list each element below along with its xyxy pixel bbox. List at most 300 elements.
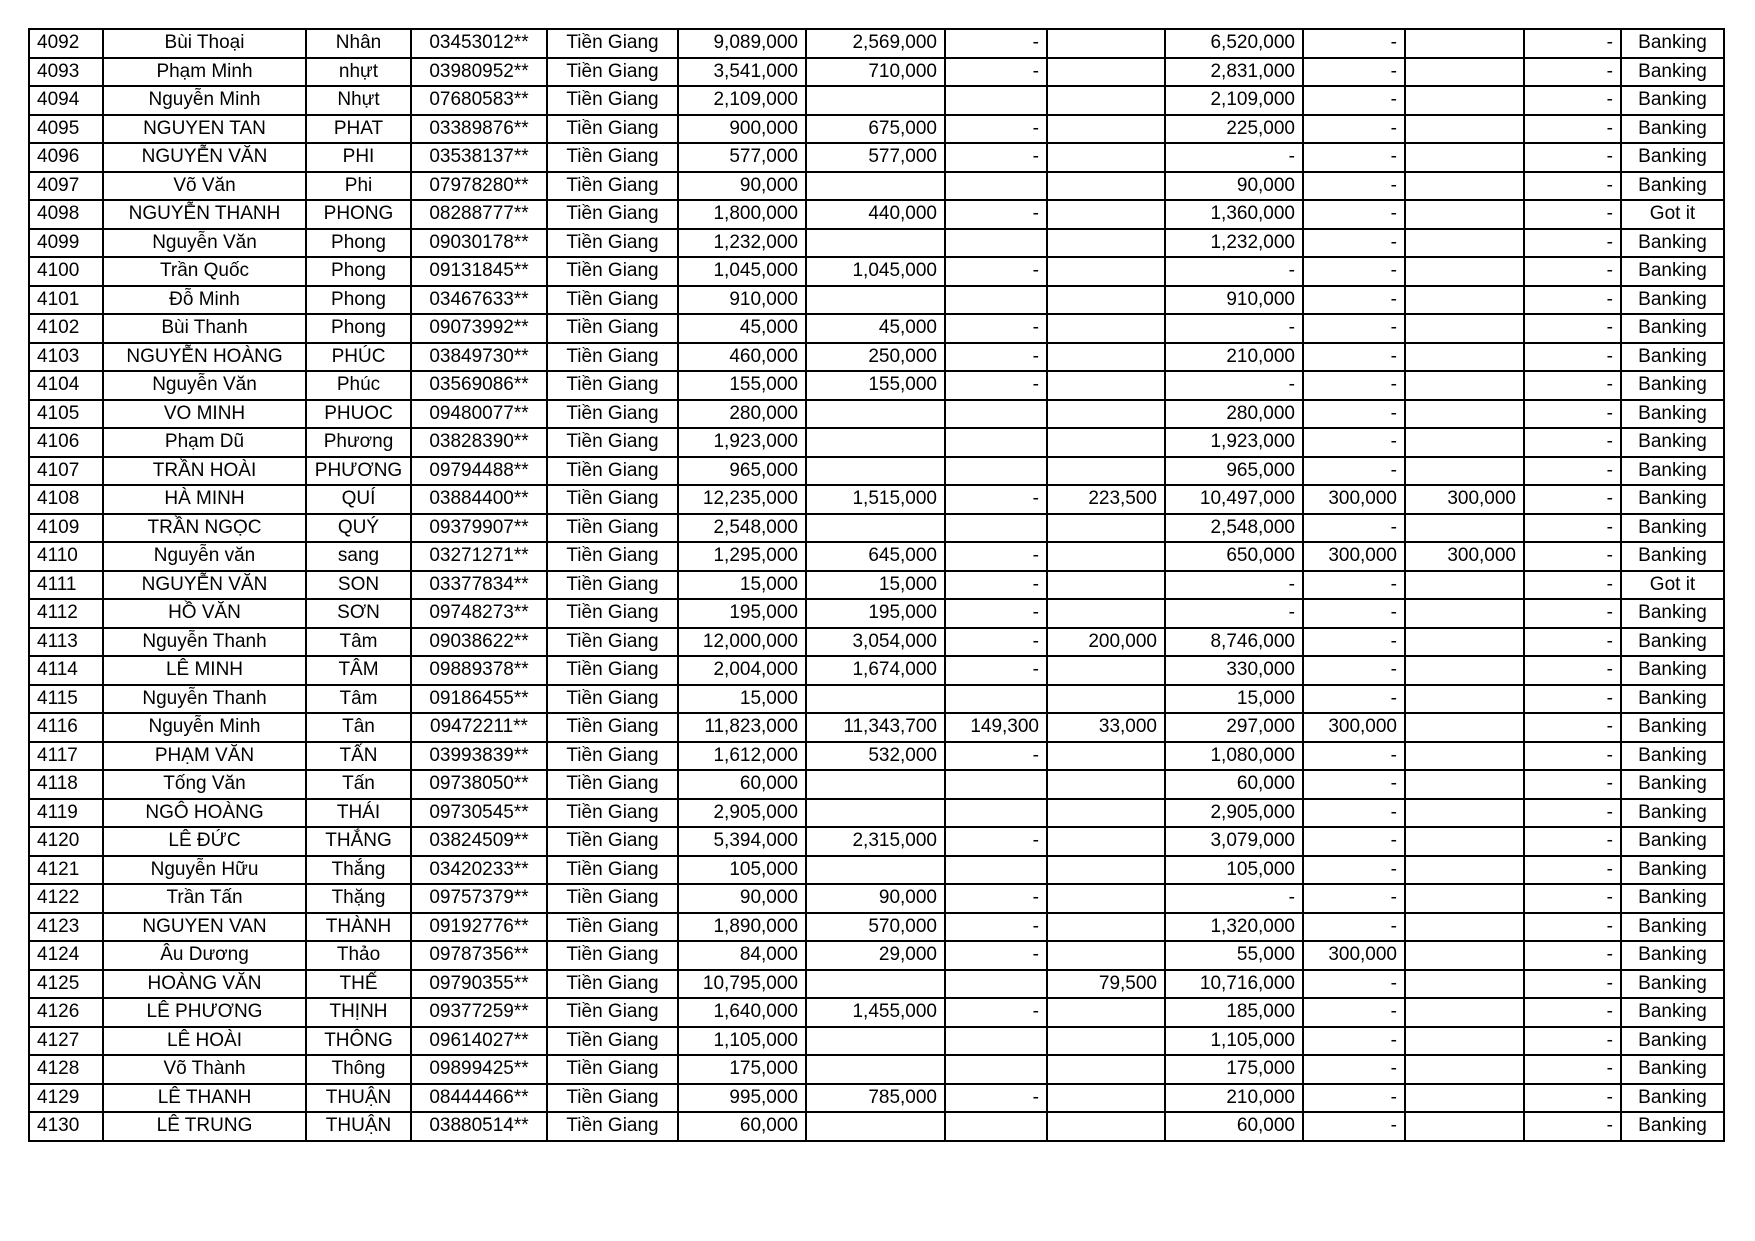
cell-payment-method: Banking: [1621, 457, 1724, 486]
cell-amount-f: [1405, 656, 1524, 685]
cell-total-amount: 2,905,000: [678, 799, 806, 828]
cell-total-amount: 15,000: [678, 571, 806, 600]
cell-total-amount: 1,045,000: [678, 257, 806, 286]
cell-amount-e: -: [1303, 200, 1405, 229]
cell-province: Tiền Giang: [547, 314, 678, 343]
cell-amount-g: -: [1524, 172, 1621, 201]
cell-phone-number: 09889378**: [411, 656, 547, 685]
cell-payment-method: Banking: [1621, 314, 1724, 343]
cell-payment-method: Banking: [1621, 257, 1724, 286]
cell-amount-e: -: [1303, 1055, 1405, 1084]
cell-given-name: QUÍ: [306, 485, 411, 514]
cell-amount-a: [806, 1055, 945, 1084]
cell-family-name: LÊ HOÀI: [103, 1027, 306, 1056]
cell-given-name: THẮNG: [306, 827, 411, 856]
cell-row-number: 4126: [29, 998, 103, 1027]
cell-amount-d: -: [1165, 257, 1303, 286]
cell-payment-method: Banking: [1621, 770, 1724, 799]
cell-amount-f: [1405, 884, 1524, 913]
cell-row-number: 4114: [29, 656, 103, 685]
cell-amount-d: 2,831,000: [1165, 58, 1303, 87]
cell-total-amount: 10,795,000: [678, 970, 806, 999]
cell-payment-method: Banking: [1621, 713, 1724, 742]
cell-amount-d: -: [1165, 599, 1303, 628]
cell-province: Tiền Giang: [547, 286, 678, 315]
cell-amount-c: [1047, 1112, 1165, 1141]
cell-province: Tiền Giang: [547, 884, 678, 913]
cell-amount-e: 300,000: [1303, 713, 1405, 742]
cell-amount-c: [1047, 86, 1165, 115]
table-row: [29, 485, 1724, 514]
cell-amount-a: 250,000: [806, 343, 945, 372]
cell-amount-e: -: [1303, 1027, 1405, 1056]
cell-amount-a: 90,000: [806, 884, 945, 913]
cell-amount-a: 1,455,000: [806, 998, 945, 1027]
cell-family-name: Nguyễn Hữu: [103, 856, 306, 885]
cell-amount-c: [1047, 115, 1165, 144]
cell-row-number: 4097: [29, 172, 103, 201]
cell-amount-d: 650,000: [1165, 542, 1303, 571]
cell-province: Tiền Giang: [547, 257, 678, 286]
cell-amount-e: -: [1303, 514, 1405, 543]
table-row: [29, 1112, 1724, 1141]
cell-payment-method: Banking: [1621, 685, 1724, 714]
cell-amount-e: -: [1303, 371, 1405, 400]
cell-phone-number: 09073992**: [411, 314, 547, 343]
cell-amount-c: [1047, 314, 1165, 343]
cell-province: Tiền Giang: [547, 656, 678, 685]
cell-total-amount: 60,000: [678, 770, 806, 799]
cell-amount-g: -: [1524, 599, 1621, 628]
cell-total-amount: 11,823,000: [678, 713, 806, 742]
cell-amount-e: -: [1303, 599, 1405, 628]
cell-amount-g: -: [1524, 143, 1621, 172]
cell-family-name: NGÔ HOÀNG: [103, 799, 306, 828]
cell-amount-c: [1047, 343, 1165, 372]
cell-amount-c: [1047, 827, 1165, 856]
cell-family-name: Phạm Dũ: [103, 428, 306, 457]
cell-amount-g: -: [1524, 628, 1621, 657]
cell-given-name: sang: [306, 542, 411, 571]
table-row: [29, 115, 1724, 144]
cell-amount-g: -: [1524, 685, 1621, 714]
cell-amount-g: -: [1524, 1055, 1621, 1084]
cell-row-number: 4124: [29, 941, 103, 970]
cell-amount-b: [945, 685, 1047, 714]
cell-family-name: Bùi Thoại: [103, 29, 306, 58]
cell-amount-a: [806, 856, 945, 885]
cell-row-number: 4101: [29, 286, 103, 315]
cell-province: Tiền Giang: [547, 86, 678, 115]
table-row: [29, 599, 1724, 628]
cell-amount-g: -: [1524, 799, 1621, 828]
cell-amount-d: 10,497,000: [1165, 485, 1303, 514]
cell-payment-method: Banking: [1621, 884, 1724, 913]
cell-family-name: Nguyễn văn: [103, 542, 306, 571]
cell-given-name: Phong: [306, 229, 411, 258]
cell-amount-b: -: [945, 29, 1047, 58]
cell-amount-f: [1405, 457, 1524, 486]
cell-total-amount: 1,612,000: [678, 742, 806, 771]
cell-amount-b: [945, 400, 1047, 429]
cell-amount-f: [1405, 514, 1524, 543]
cell-given-name: Nhân: [306, 29, 411, 58]
cell-amount-e: -: [1303, 799, 1405, 828]
cell-row-number: 4128: [29, 1055, 103, 1084]
cell-amount-c: [1047, 571, 1165, 600]
cell-given-name: THÀNH: [306, 913, 411, 942]
cell-amount-a: [806, 86, 945, 115]
cell-amount-e: -: [1303, 913, 1405, 942]
cell-amount-a: 570,000: [806, 913, 945, 942]
cell-amount-f: [1405, 970, 1524, 999]
cell-amount-e: -: [1303, 884, 1405, 913]
cell-amount-b: -: [945, 200, 1047, 229]
cell-given-name: PHÚC: [306, 343, 411, 372]
cell-amount-g: -: [1524, 58, 1621, 87]
cell-amount-b: -: [945, 884, 1047, 913]
cell-province: Tiền Giang: [547, 770, 678, 799]
cell-payment-method: Banking: [1621, 913, 1724, 942]
cell-payment-method: Banking: [1621, 856, 1724, 885]
cell-payment-method: Banking: [1621, 599, 1724, 628]
cell-province: Tiền Giang: [547, 343, 678, 372]
cell-amount-c: [1047, 286, 1165, 315]
cell-amount-d: 8,746,000: [1165, 628, 1303, 657]
cell-amount-b: [945, 970, 1047, 999]
cell-phone-number: 03980952**: [411, 58, 547, 87]
cell-total-amount: 1,105,000: [678, 1027, 806, 1056]
cell-amount-f: [1405, 599, 1524, 628]
cell-amount-d: -: [1165, 571, 1303, 600]
cell-family-name: Đỗ Minh: [103, 286, 306, 315]
cell-amount-f: [1405, 1055, 1524, 1084]
cell-province: Tiền Giang: [547, 200, 678, 229]
cell-family-name: TRẦN HOÀI: [103, 457, 306, 486]
cell-row-number: 4106: [29, 428, 103, 457]
cell-amount-a: [806, 172, 945, 201]
cell-amount-c: [1047, 770, 1165, 799]
table-row: [29, 799, 1724, 828]
cell-amount-a: 440,000: [806, 200, 945, 229]
cell-province: Tiền Giang: [547, 599, 678, 628]
table-row: [29, 913, 1724, 942]
cell-phone-number: 07680583**: [411, 86, 547, 115]
cell-amount-g: -: [1524, 970, 1621, 999]
cell-amount-d: 1,360,000: [1165, 200, 1303, 229]
cell-amount-d: 2,905,000: [1165, 799, 1303, 828]
cell-given-name: PHONG: [306, 200, 411, 229]
cell-row-number: 4127: [29, 1027, 103, 1056]
cell-amount-c: [1047, 799, 1165, 828]
cell-phone-number: 09480077**: [411, 400, 547, 429]
cell-amount-e: -: [1303, 571, 1405, 600]
cell-family-name: LÊ ĐỨC: [103, 827, 306, 856]
cell-amount-a: 1,515,000: [806, 485, 945, 514]
cell-amount-e: -: [1303, 400, 1405, 429]
cell-amount-b: [945, 172, 1047, 201]
cell-given-name: PHI: [306, 143, 411, 172]
cell-payment-method: Banking: [1621, 58, 1724, 87]
cell-amount-b: [945, 856, 1047, 885]
cell-amount-b: [945, 799, 1047, 828]
cell-family-name: NGUYỄN THANH: [103, 200, 306, 229]
cell-payment-method: Banking: [1621, 371, 1724, 400]
table-row: [29, 514, 1724, 543]
cell-amount-d: 910,000: [1165, 286, 1303, 315]
cell-amount-e: -: [1303, 86, 1405, 115]
cell-amount-e: 300,000: [1303, 941, 1405, 970]
cell-phone-number: 09472211**: [411, 713, 547, 742]
cell-amount-g: -: [1524, 200, 1621, 229]
cell-province: Tiền Giang: [547, 827, 678, 856]
cell-amount-f: [1405, 115, 1524, 144]
cell-amount-a: [806, 799, 945, 828]
cell-row-number: 4113: [29, 628, 103, 657]
cell-family-name: HÀ MINH: [103, 485, 306, 514]
cell-amount-a: 2,315,000: [806, 827, 945, 856]
cell-amount-c: [1047, 514, 1165, 543]
cell-amount-g: -: [1524, 571, 1621, 600]
cell-total-amount: 12,235,000: [678, 485, 806, 514]
cell-phone-number: 08288777**: [411, 200, 547, 229]
cell-amount-c: [1047, 457, 1165, 486]
cell-payment-method: Banking: [1621, 428, 1724, 457]
cell-amount-e: -: [1303, 628, 1405, 657]
cell-amount-b: -: [945, 257, 1047, 286]
cell-phone-number: 03389876**: [411, 115, 547, 144]
cell-total-amount: 1,890,000: [678, 913, 806, 942]
cell-row-number: 4120: [29, 827, 103, 856]
cell-given-name: Tâm: [306, 685, 411, 714]
cell-amount-e: -: [1303, 143, 1405, 172]
cell-amount-c: [1047, 371, 1165, 400]
table-row: [29, 400, 1724, 429]
cell-province: Tiền Giang: [547, 371, 678, 400]
cell-amount-d: 225,000: [1165, 115, 1303, 144]
cell-amount-c: [1047, 913, 1165, 942]
cell-amount-f: 300,000: [1405, 485, 1524, 514]
cell-amount-f: [1405, 685, 1524, 714]
cell-family-name: VO MINH: [103, 400, 306, 429]
cell-amount-g: -: [1524, 457, 1621, 486]
cell-family-name: LÊ MINH: [103, 656, 306, 685]
table-row: [29, 770, 1724, 799]
cell-amount-b: [945, 1055, 1047, 1084]
cell-phone-number: 03271271**: [411, 542, 547, 571]
cell-payment-method: Banking: [1621, 1055, 1724, 1084]
cell-amount-b: [945, 286, 1047, 315]
table-row: [29, 856, 1724, 885]
cell-amount-g: -: [1524, 998, 1621, 1027]
cell-phone-number: 03377834**: [411, 571, 547, 600]
cell-amount-b: [945, 229, 1047, 258]
cell-phone-number: 03420233**: [411, 856, 547, 885]
cell-given-name: Phi: [306, 172, 411, 201]
cell-family-name: Nguyễn Văn: [103, 371, 306, 400]
cell-given-name: Nhựt: [306, 86, 411, 115]
cell-amount-d: 105,000: [1165, 856, 1303, 885]
cell-amount-a: [806, 1112, 945, 1141]
cell-amount-b: -: [945, 314, 1047, 343]
cell-amount-d: 6,520,000: [1165, 29, 1303, 58]
cell-total-amount: 2,548,000: [678, 514, 806, 543]
cell-row-number: 4094: [29, 86, 103, 115]
table-row: [29, 970, 1724, 999]
cell-phone-number: 09131845**: [411, 257, 547, 286]
cell-amount-d: 15,000: [1165, 685, 1303, 714]
cell-amount-a: [806, 400, 945, 429]
cell-family-name: Nguyễn Văn: [103, 229, 306, 258]
cell-province: Tiền Giang: [547, 1112, 678, 1141]
cell-total-amount: 105,000: [678, 856, 806, 885]
cell-amount-b: [945, 428, 1047, 457]
cell-row-number: 4125: [29, 970, 103, 999]
cell-phone-number: 03467633**: [411, 286, 547, 315]
cell-total-amount: 195,000: [678, 599, 806, 628]
cell-row-number: 4104: [29, 371, 103, 400]
cell-amount-a: 1,045,000: [806, 257, 945, 286]
cell-family-name: Nguyễn Thanh: [103, 685, 306, 714]
cell-family-name: TRẦN NGỌC: [103, 514, 306, 543]
cell-province: Tiền Giang: [547, 742, 678, 771]
cell-given-name: THỊNH: [306, 998, 411, 1027]
cell-amount-c: 33,000: [1047, 713, 1165, 742]
cell-amount-b: [945, 1112, 1047, 1141]
cell-province: Tiền Giang: [547, 970, 678, 999]
cell-row-number: 4109: [29, 514, 103, 543]
cell-amount-c: [1047, 400, 1165, 429]
cell-payment-method: Banking: [1621, 742, 1724, 771]
cell-given-name: Tấn: [306, 770, 411, 799]
cell-phone-number: 03453012**: [411, 29, 547, 58]
cell-row-number: 4118: [29, 770, 103, 799]
cell-family-name: Trần Quốc: [103, 257, 306, 286]
cell-family-name: Âu Dương: [103, 941, 306, 970]
cell-given-name: TẤN: [306, 742, 411, 771]
table-row: [29, 1055, 1724, 1084]
cell-amount-c: [1047, 143, 1165, 172]
cell-amount-g: -: [1524, 86, 1621, 115]
cell-amount-d: -: [1165, 314, 1303, 343]
cell-amount-a: [806, 229, 945, 258]
cell-amount-b: -: [945, 827, 1047, 856]
cell-phone-number: 03538137**: [411, 143, 547, 172]
cell-family-name: NGUYỄN HOÀNG: [103, 343, 306, 372]
cell-amount-c: [1047, 58, 1165, 87]
cell-phone-number: 09899425**: [411, 1055, 547, 1084]
cell-amount-f: [1405, 143, 1524, 172]
cell-payment-method: Banking: [1621, 998, 1724, 1027]
cell-province: Tiền Giang: [547, 1027, 678, 1056]
cell-province: Tiền Giang: [547, 685, 678, 714]
table-row: [29, 257, 1724, 286]
cell-amount-a: 29,000: [806, 941, 945, 970]
cell-amount-f: [1405, 571, 1524, 600]
cell-amount-c: [1047, 599, 1165, 628]
cell-province: Tiền Giang: [547, 514, 678, 543]
cell-total-amount: 2,109,000: [678, 86, 806, 115]
table-row: [29, 428, 1724, 457]
cell-amount-e: -: [1303, 314, 1405, 343]
cell-amount-f: [1405, 827, 1524, 856]
cell-amount-d: 185,000: [1165, 998, 1303, 1027]
cell-phone-number: 09790355**: [411, 970, 547, 999]
payment-table: [28, 28, 1725, 1142]
table-row: [29, 143, 1724, 172]
cell-province: Tiền Giang: [547, 29, 678, 58]
cell-amount-b: -: [945, 485, 1047, 514]
cell-amount-g: -: [1524, 1084, 1621, 1113]
cell-amount-a: 15,000: [806, 571, 945, 600]
table-row: [29, 200, 1724, 229]
cell-amount-f: [1405, 998, 1524, 1027]
cell-family-name: Nguyễn Minh: [103, 86, 306, 115]
cell-given-name: Phong: [306, 314, 411, 343]
cell-family-name: Tống Văn: [103, 770, 306, 799]
cell-family-name: Võ Văn: [103, 172, 306, 201]
cell-amount-b: -: [945, 1084, 1047, 1113]
cell-amount-f: [1405, 371, 1524, 400]
cell-amount-d: 60,000: [1165, 1112, 1303, 1141]
cell-row-number: 4105: [29, 400, 103, 429]
cell-amount-f: [1405, 713, 1524, 742]
cell-amount-a: 645,000: [806, 542, 945, 571]
cell-given-name: Phương: [306, 428, 411, 457]
cell-payment-method: Banking: [1621, 286, 1724, 315]
cell-amount-c: [1047, 941, 1165, 970]
cell-amount-e: -: [1303, 428, 1405, 457]
cell-amount-g: -: [1524, 770, 1621, 799]
cell-total-amount: 1,295,000: [678, 542, 806, 571]
cell-row-number: 4111: [29, 571, 103, 600]
cell-total-amount: 577,000: [678, 143, 806, 172]
cell-amount-c: [1047, 884, 1165, 913]
cell-amount-g: -: [1524, 428, 1621, 457]
cell-given-name: PHUOC: [306, 400, 411, 429]
cell-amount-g: -: [1524, 884, 1621, 913]
cell-amount-g: -: [1524, 827, 1621, 856]
cell-amount-a: 3,054,000: [806, 628, 945, 657]
table-row: [29, 286, 1724, 315]
cell-given-name: Tân: [306, 713, 411, 742]
cell-amount-e: -: [1303, 457, 1405, 486]
cell-given-name: nhựt: [306, 58, 411, 87]
table-row: [29, 29, 1724, 58]
cell-row-number: 4098: [29, 200, 103, 229]
cell-total-amount: 155,000: [678, 371, 806, 400]
cell-amount-c: 79,500: [1047, 970, 1165, 999]
cell-phone-number: 09748273**: [411, 599, 547, 628]
cell-payment-method: Banking: [1621, 628, 1724, 657]
cell-given-name: PHAT: [306, 115, 411, 144]
cell-phone-number: 03569086**: [411, 371, 547, 400]
table-row: [29, 742, 1724, 771]
cell-family-name: LÊ TRUNG: [103, 1112, 306, 1141]
cell-amount-d: 175,000: [1165, 1055, 1303, 1084]
cell-row-number: 4107: [29, 457, 103, 486]
cell-amount-f: [1405, 400, 1524, 429]
cell-phone-number: 09379907**: [411, 514, 547, 543]
table-row: [29, 998, 1724, 1027]
cell-amount-f: [1405, 200, 1524, 229]
cell-amount-b: -: [945, 913, 1047, 942]
cell-family-name: NGUYỄN VĂN: [103, 571, 306, 600]
cell-family-name: LÊ PHƯƠNG: [103, 998, 306, 1027]
cell-amount-g: -: [1524, 29, 1621, 58]
table-row: [29, 713, 1724, 742]
table-row: [29, 1084, 1724, 1113]
